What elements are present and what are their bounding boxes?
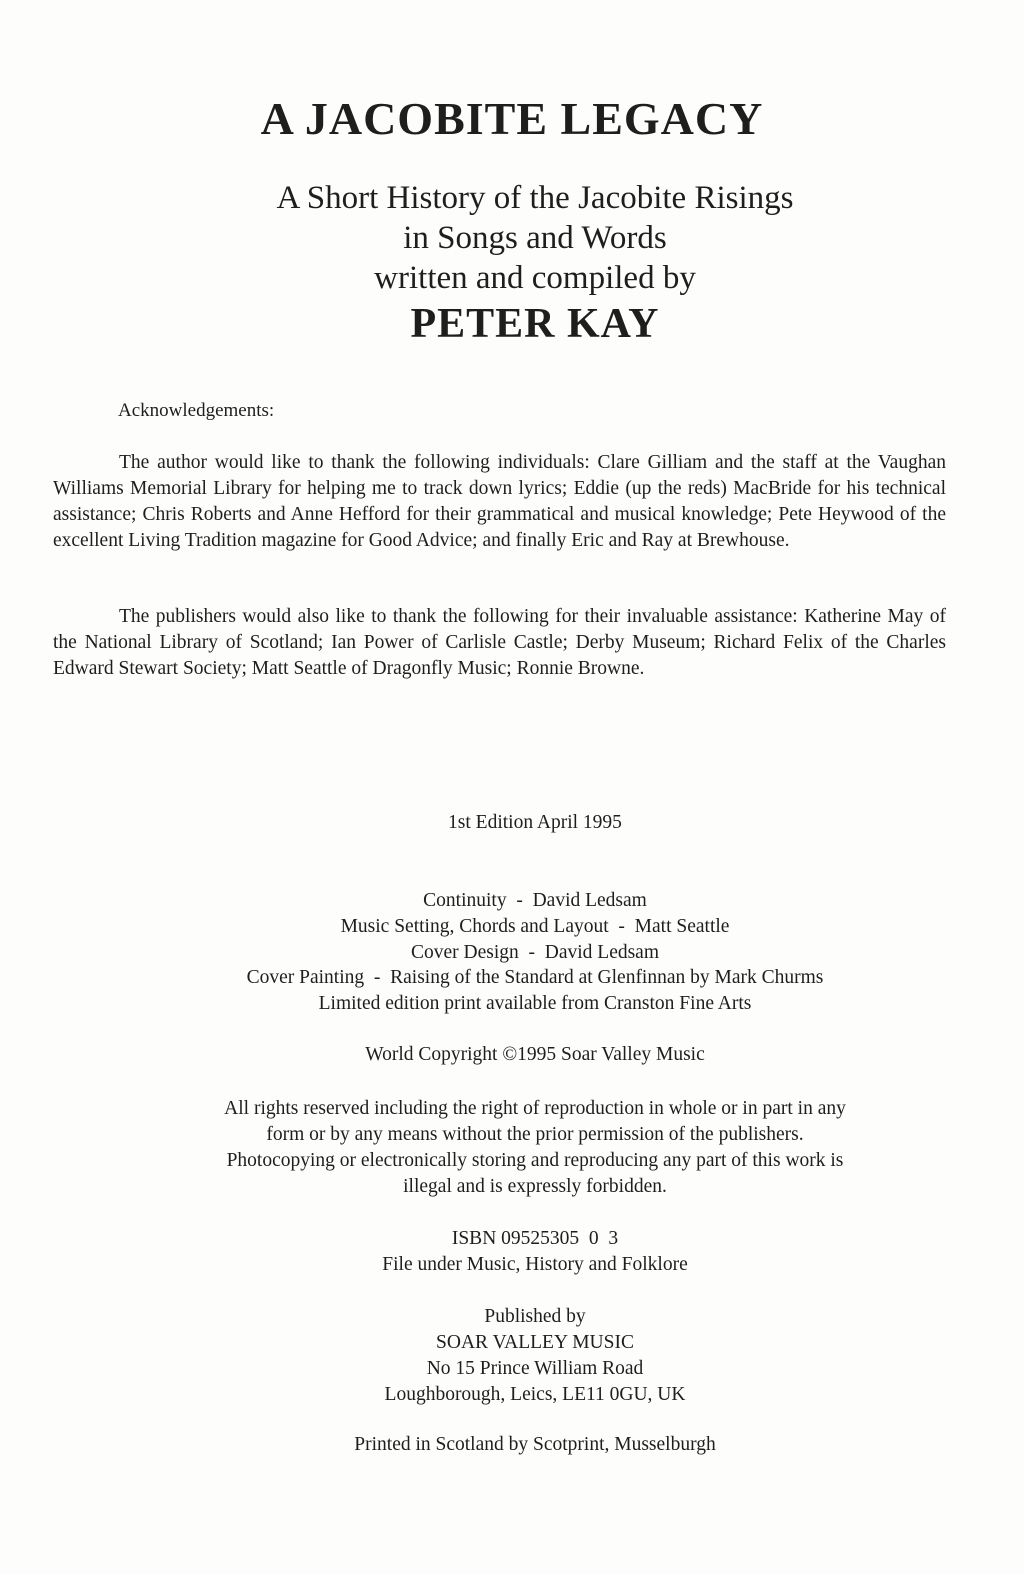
publisher-block bbox=[0, 1304, 1024, 1408]
credit-line: Music Setting, Chords and Layout - Matt Seattle bbox=[340, 915, 730, 937]
acknowledgements-heading: Acknowledgements: bbox=[118, 400, 275, 421]
rights-block bbox=[0, 1096, 1024, 1200]
subtitle-line-3: written and compiled by bbox=[374, 260, 696, 296]
acknowledgements-paragraph-2: The publishers would also like to thank the following for their invaluable assistance: Katherine May of the National Library of Scotland; Ian Power of Carlisle Castle; Derby Museum; Richard Felix of the Charles Edward Stewart Society; Matt Seattle of Dragonfly Music; Ronnie Browne. bbox=[53, 606, 946, 679]
acknowledgements-paragraph-1: The author would like to thank the following individuals: Clare Gilliam and the staff at the Vaughan Williams Memorial Library for helping me to track down lyrics; Eddie (up the reds) MacBride for his technical assistance; Chris Roberts and Anne Hefford for their grammatical and musical knowledge; Pete Heywood of the excellent Living Tradition magazine for Good Advice; and finally Eric and Ray at Brewhouse. bbox=[53, 452, 946, 551]
publisher-name: SOAR VALLEY MUSIC bbox=[436, 1332, 634, 1353]
credit-line: Cover Design - David Ledsam bbox=[410, 941, 660, 963]
publisher-address-1: No 15 Prince William Road bbox=[426, 1358, 644, 1379]
rights-line: illegal and is expressly forbidden. bbox=[403, 1176, 667, 1197]
filing-line: File under Music, History and Folklore bbox=[382, 1254, 688, 1275]
credit-line: Limited edition print available from Cranston Fine Arts bbox=[318, 993, 752, 1015]
credit-line: Cover Painting - Raising of the Standard at Glenfinnan by Mark Churms bbox=[246, 967, 824, 989]
credits-block bbox=[0, 888, 1024, 1017]
publisher-address-2: Loughborough, Leics, LE11 0GU, UK bbox=[384, 1384, 686, 1405]
rights-line: Photocopying or electronically storing and reproducing any part of this work is bbox=[226, 1150, 844, 1171]
subtitle-line-2: in Songs and Words bbox=[403, 220, 667, 256]
published-by-label: Published by bbox=[484, 1306, 586, 1327]
author-name: PETER KAY bbox=[410, 301, 660, 347]
book-title: A JACOBITE LEGACY bbox=[260, 93, 764, 144]
isbn-number: ISBN 09525305 0 3 bbox=[451, 1228, 619, 1249]
subtitle-block bbox=[0, 178, 1024, 348]
rights-line: form or by any means without the prior permission of the publishers. bbox=[266, 1124, 804, 1145]
isbn-block bbox=[0, 1226, 1024, 1278]
copyright-line: World Copyright ©1995 Soar Valley Music bbox=[365, 1044, 705, 1065]
printed-by-line: Printed in Scotland by Scotprint, Musselburgh bbox=[354, 1434, 716, 1455]
credit-line: Continuity - David Ledsam bbox=[423, 890, 647, 911]
rights-line: All rights reserved including the right of reproduction in whole or in part in any bbox=[224, 1098, 846, 1119]
edition-line: 1st Edition April 1995 bbox=[448, 812, 622, 833]
subtitle-line-1: A Short History of the Jacobite Risings bbox=[276, 180, 794, 216]
